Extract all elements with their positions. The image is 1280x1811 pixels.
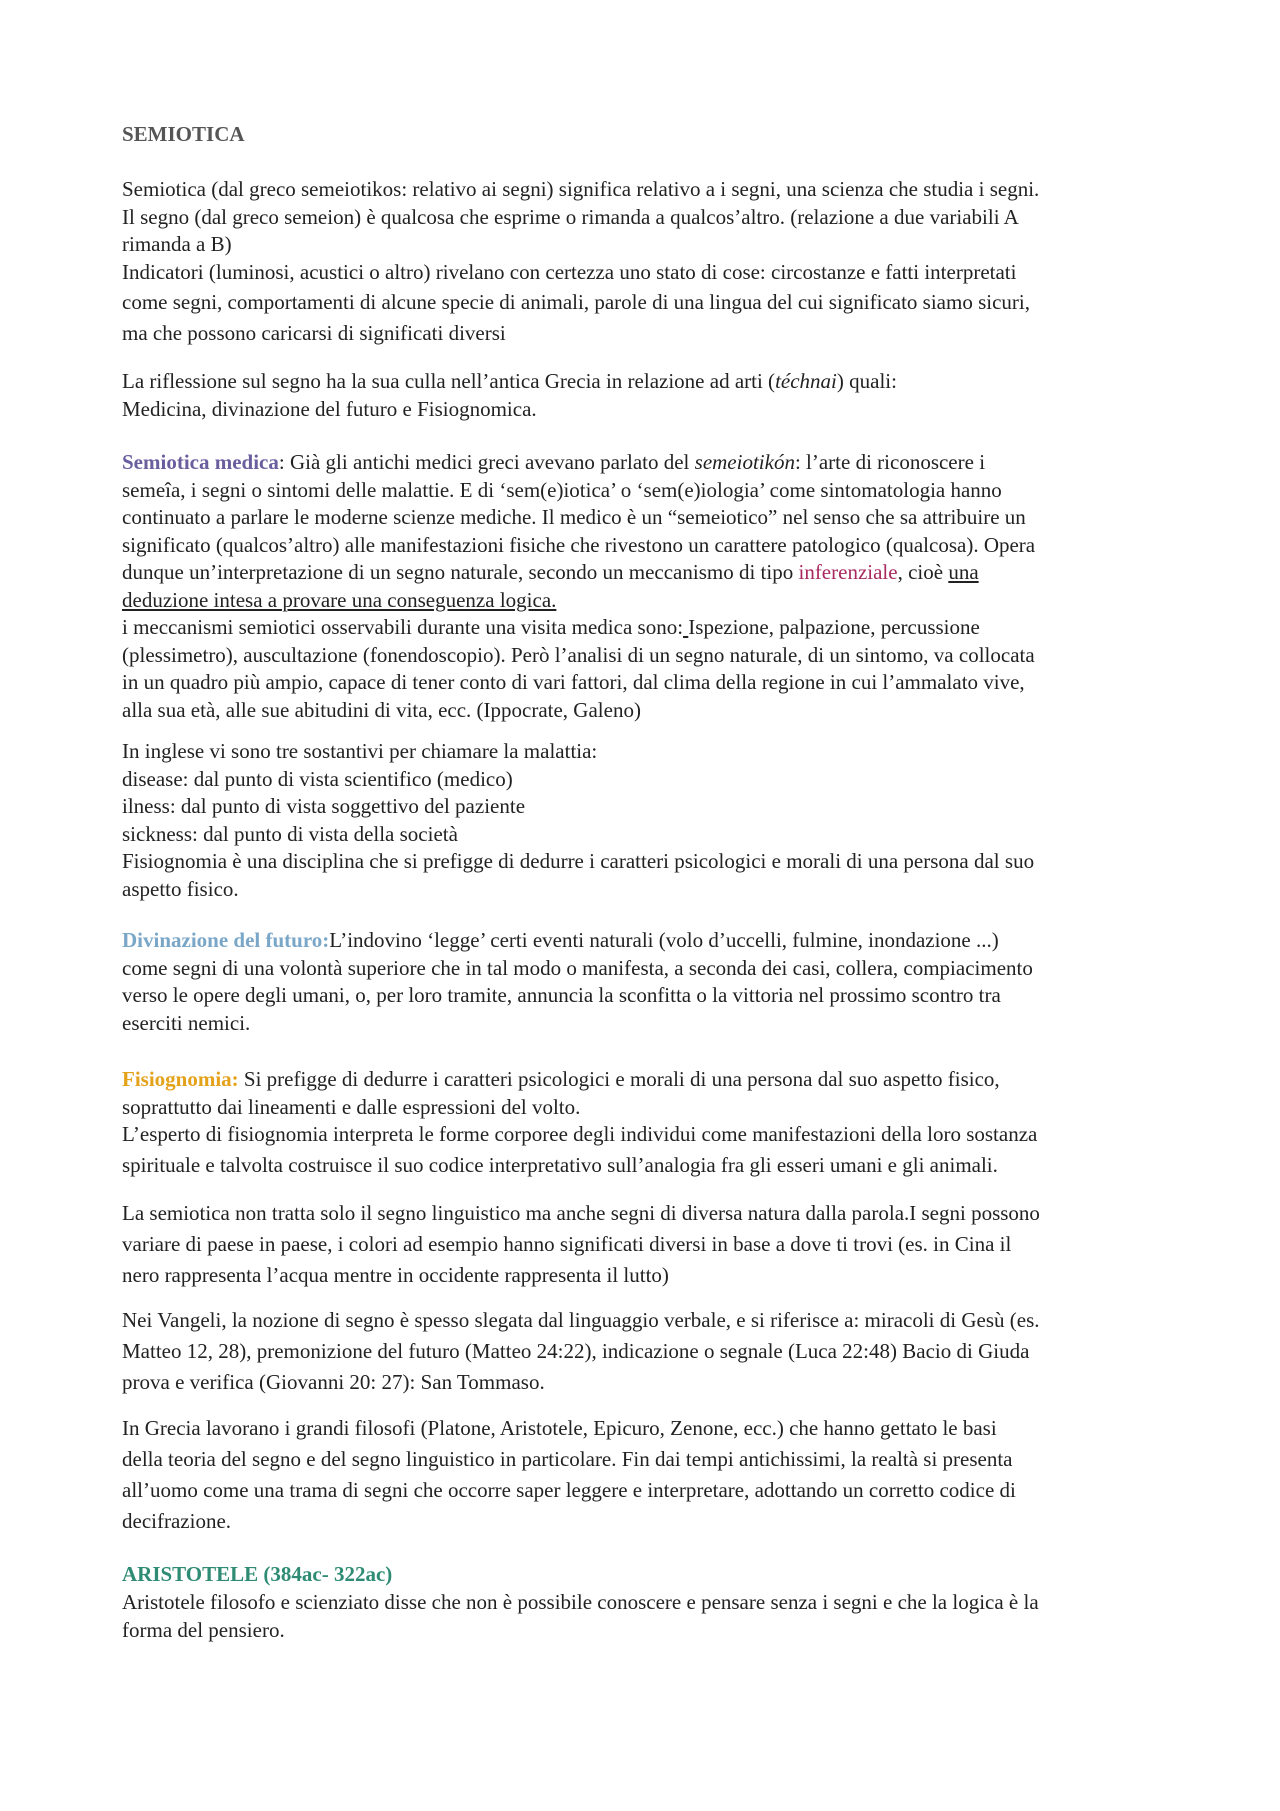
text-span: Ispezione, palpazione, percussione [688,615,980,639]
text-line: variare di paese in paese, i colori ad esempio hanno significati diversi in base a dove ti trovi (es. in Cina il [122,1232,1012,1256]
text-line: all’uomo come una trama di segni che occorre saper leggere e interpretare, adottando un corretto codice di [122,1478,1016,1502]
riflessione-paragraph [122,367,1172,423]
fisiognomia-paragraph [122,1066,1172,1179]
text-span: , cioè [897,560,949,584]
text-line: disease: dal punto di vista scientifico (medico) [122,766,513,791]
text-span: : Già gli antichi medici greci avevano parlato del [278,450,695,474]
text-span: ) quali: [836,369,897,393]
text-line: Fisiognomia è una disciplina che si prefigge di dedurre i caratteri psicologici e morali di una persona dal suo [122,849,1035,873]
text-line: Indicatori (luminosi, acustici o altro) rivelano con certezza uno stato di cose: circostanze e fatti interpretati [122,259,1017,284]
text-line: alla sua età, alle sue abitudini di vita, ecc. (Ippocrate, Galeno) [122,697,641,722]
text-line: In Grecia lavorano i grandi filosofi (Platone, Aristotele, Epicuro, Zenone, ecc.) che hanno gettato le basi [122,1416,997,1440]
vangeli-paragraph [122,1305,1172,1398]
text-line: della teoria del segno e del segno linguistico in particolare. Fin dai tempi antichissimi, la realtà si presenta [122,1447,1013,1471]
text-span: i meccanismi semiotici osservabili durante una visita medica sono: [122,615,684,639]
italic-term: téchnai [775,369,837,393]
divinazione-paragraph [122,927,1172,1037]
text-span: Si prefigge di dedurre i caratteri psicologici e morali di una persona dal suo aspetto fisico, [238,1067,1000,1091]
semiotica-medica-heading: Semiotica medica [122,450,279,474]
document-title: SEMIOTICA [122,122,245,146]
text-line [122,559,1172,587]
semiotica-non-paragraph [122,1198,1172,1291]
text-line: decifrazione. [122,1509,232,1533]
text-line: (plessimetro), auscultazione (fonendoscopio). Però l’analisi di un segno naturale, di un sintomo, va collocata [122,642,1035,667]
text-line: in un quadro più ampio, capace di tener conto di vari fattori, dal clima della regione in cui l’ammalato vive, [122,670,1025,694]
text-line: eserciti nemici. [122,1010,251,1035]
text-line: come segni, comportamenti di alcune specie di animali, parole di una lingua del cui significato siamo sicuri, [122,290,1030,314]
text-line: Matteo 12, 28), premonizione del futuro (Matteo 24:22), indicazione o segnale (Luca 22:48) Bacio di Giuda [122,1339,1030,1363]
text-line: ilness: dal punto di vista soggettivo del paziente [122,794,526,818]
text-line [122,587,1172,615]
text-line: Il segno (dal greco semeion) è qualcosa che esprime o rimanda a qualcos’altro. (relazione a due variabili A [122,204,1019,229]
inglese-paragraph [122,738,1172,903]
text-line: come segni di una volontà superiore che in tal modo o manifesta, a seconda dei casi, collera, compiacimento [122,955,1033,980]
divinazione-heading: Divinazione del futuro: [122,928,330,952]
text-line: La semiotica non tratta solo il segno linguistico ma anche segni di diversa natura dalla parola.I segni possono [122,1201,1040,1225]
text-line: Semiotica (dal greco semeiotikos: relativo ai segni) significa relativo a i segni, una scienza che studia i segni. [122,177,1040,201]
text-line: In inglese vi sono tre sostantivi per chiamare la malattia: [122,739,598,763]
text-line: L’esperto di fisiognomia interpreta le forme corporee degli individui come manifestazioni della loro sostanza [122,1122,1038,1146]
italic-term: semeiotikón [694,450,795,474]
text-line [122,1066,1172,1094]
text-span: dunque un’interpretazione di un segno naturale, secondo un meccanismo di tipo [122,560,799,584]
text-line: aspetto fisico. [122,876,239,901]
semiotica-medica-paragraph [122,449,1172,724]
text-span: La riflessione sul segno ha la sua culla nell’antica Grecia in relazione ad arti ( [122,369,776,393]
text-line: ma che possono caricarsi di significati diversi [122,320,506,345]
inferenziale-term: inferenziale [798,560,898,584]
text-line: significato (qualcos’altro) alle manifestazioni fisiche che rivestono un carattere patologico (qualcosa). Opera [122,532,1036,557]
text-line: rimanda a B) [122,232,232,256]
text-line: sickness: dal punto di vista della società [122,821,458,846]
text-line: Nei Vangeli, la nozione di segno è spesso slegata dal linguaggio verbale, e si riferisce a: miracoli di Gesù (es. [122,1308,1040,1332]
text-line [122,614,1172,642]
fisiognomia-heading: Fisiognomia: [122,1067,239,1091]
text-span: L’indovino ‘legge’ certi eventi naturali (volo d’uccelli, fulmine, inondazione ...) [329,928,999,952]
text-line: semeîa, i segni o sintomi delle malattie. E di ‘sem(e)iotica’ o ‘sem(e)iologia’ come sintomatologia hanno [122,477,1002,502]
text-line: prova e verifica (Giovanni 20: 27): San Tommaso. [122,1370,545,1394]
text-line [122,367,1172,395]
text-line: spirituale e talvolta costruisce il suo codice interpretativo sull’analogia fra gli esseri umani e gli animali. [122,1152,998,1177]
text-line: Aristotele filosofo e scienziato disse che non è possibile conoscere e pensare senza i segni e che la logica è la [122,1590,1039,1614]
text-line: forma del pensiero. [122,1617,285,1642]
text-line: nero rappresenta l’acqua mentre in occidente rappresenta il lutto) [122,1263,669,1287]
text-line: continuato a parlare le moderne scienze mediche. Il medico è un “semeiotico” nel senso che sa attribuire un [122,505,1026,529]
underlined-text: una [948,560,979,584]
text-line [122,927,1172,955]
text-line: verso le opere degli umani, o, per loro tramite, annuncia la sconfitta o la vittoria nel prossimo scontro tra [122,983,1001,1007]
text-line: soprattutto dai lineamenti e dalle espressioni del volto. [122,1094,581,1119]
underlined-text: deduzione intesa a provare una conseguenza logica. [122,587,557,612]
intro-paragraph [122,176,1172,347]
text-span: : l’arte di riconoscere i [794,450,986,474]
text-line [122,449,1172,477]
text-line: Medicina, divinazione del futuro e Fisiognomica. [122,397,537,421]
grecia-paragraph [122,1413,1172,1537]
aristotele-paragraph [122,1589,1172,1644]
aristotele-heading: ARISTOTELE (384ac- 322ac) [122,1562,393,1586]
